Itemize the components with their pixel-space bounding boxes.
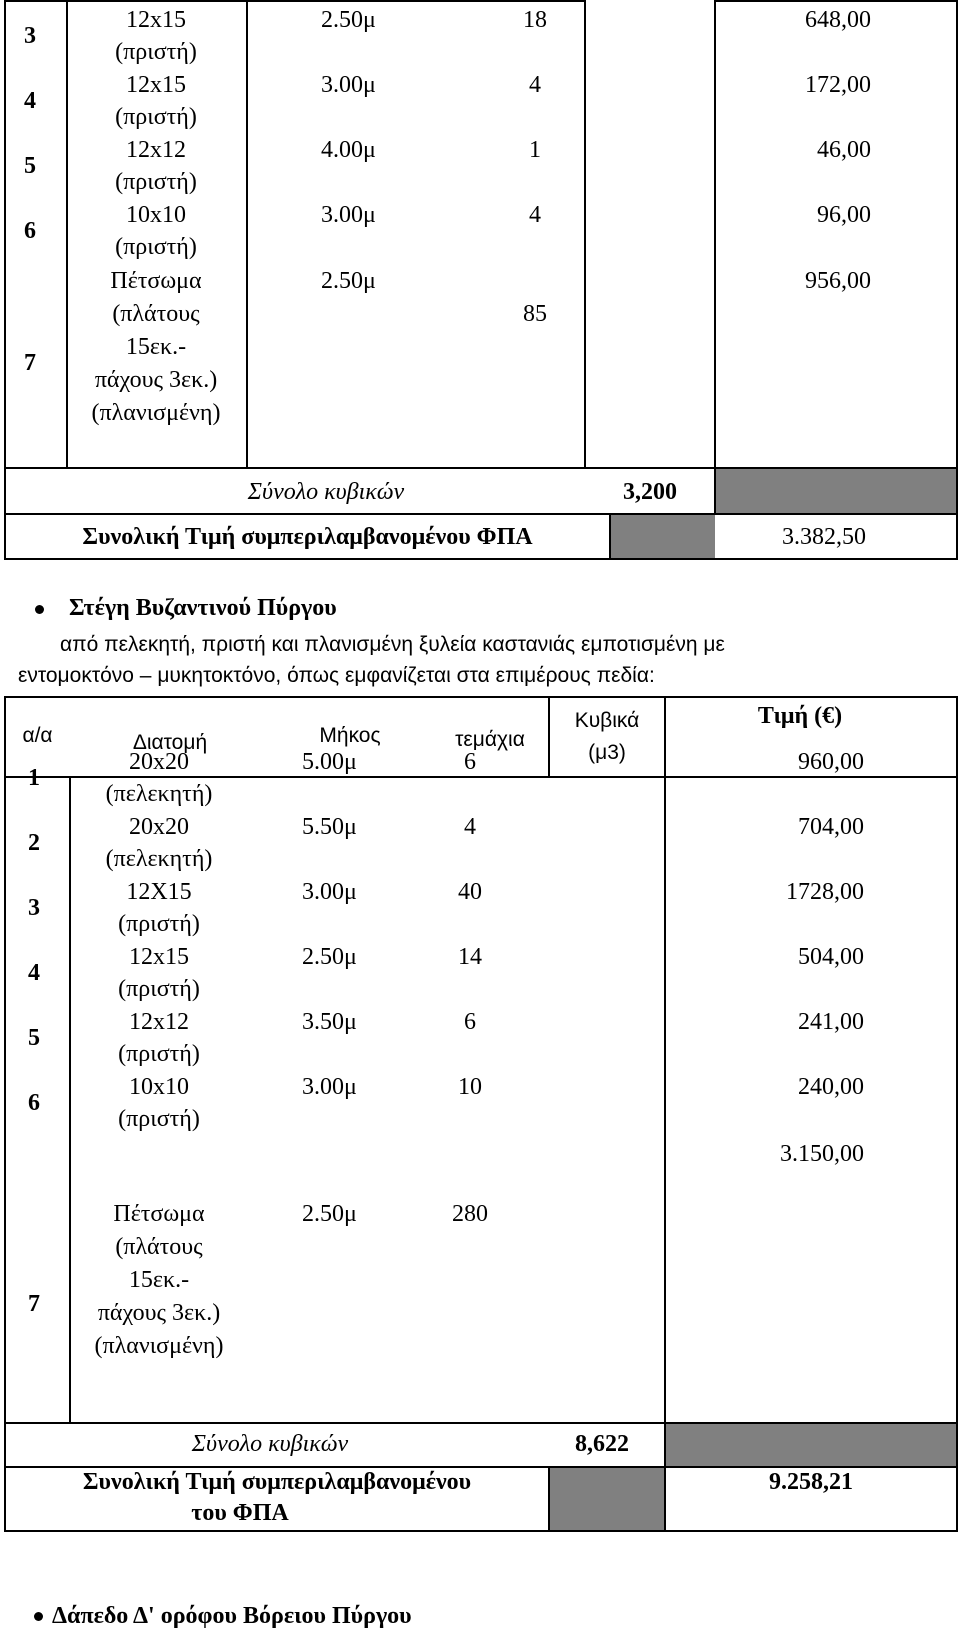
row-length: 3.00μ <box>302 879 357 905</box>
row-section: 12x12 <box>129 1009 189 1035</box>
row-section-line: Πέτσωμα <box>113 1201 205 1227</box>
total-price-value: 3.382,50 <box>782 524 866 550</box>
row-section: 12x15 <box>126 72 186 98</box>
row-section-line: 15εκ.- <box>125 334 187 360</box>
header-cubic-unit: (μ3) <box>588 741 626 764</box>
row-length: 3.00μ <box>321 72 376 98</box>
row-number: 7 <box>24 350 36 376</box>
header-cubic: Κυβικά <box>574 709 640 732</box>
row-section-type: (πριστή) <box>118 1041 200 1067</box>
row-price: 3.150,00 <box>780 1141 864 1167</box>
row-section-line: (πλανισμένη) <box>94 1333 224 1359</box>
row-pieces: 4 <box>529 202 541 228</box>
row-price: 240,00 <box>798 1074 864 1100</box>
row-section-line: 15εκ.- <box>128 1267 190 1293</box>
row-pieces: 10 <box>458 1074 482 1100</box>
row-section-type: (πριστή) <box>118 911 200 937</box>
row-section: 12x12 <box>126 137 186 163</box>
row-section-type: (πριστή) <box>118 1106 200 1132</box>
row-pieces: 4 <box>529 72 541 98</box>
row-price: 648,00 <box>805 7 871 33</box>
row-section-line: Πέτσωμα <box>110 268 202 294</box>
row-length: 2.50μ <box>302 1201 357 1227</box>
header-length: Μήκος <box>319 724 381 747</box>
total-price-label: Συνολική Τιμή συμπεριλαμβανομένου ΦΠΑ <box>82 524 533 550</box>
section-heading-2: Δάπεδο Δ' ορόφου Βόρειου Πύργου <box>52 1603 412 1629</box>
total-cubic-label: Σύνολο κυβικών <box>247 479 405 505</box>
total-price-label-2: του ΦΠΑ <box>191 1500 289 1526</box>
row-section: 10x10 <box>126 202 186 228</box>
row-section: 12Χ15 <box>126 879 192 905</box>
row-length: 5.00μ <box>302 749 357 775</box>
row-pieces: 280 <box>452 1201 488 1227</box>
row-length: 4.00μ <box>321 137 376 163</box>
row-price: 46,00 <box>817 137 871 163</box>
row-pieces: 6 <box>464 749 476 775</box>
row-section-type: (πριστή) <box>115 104 197 130</box>
row-length: 3.00μ <box>321 202 376 228</box>
row-section: 12x15 <box>126 7 186 33</box>
row-section-type: (πριστή) <box>115 39 197 65</box>
row-price: 956,00 <box>805 268 871 294</box>
row-pieces: 18 <box>523 7 547 33</box>
row-length: 2.50μ <box>321 268 376 294</box>
row-number: 2 <box>28 830 40 856</box>
row-pieces: 6 <box>464 1009 476 1035</box>
row-section-line: (πλάτους <box>112 301 200 327</box>
shaded-cell <box>550 1468 664 1530</box>
row-number: 6 <box>28 1090 40 1116</box>
row-section-type: (πελεκητή) <box>105 846 213 872</box>
row-number: 7 <box>28 1291 40 1317</box>
row-section-type: (πελεκητή) <box>105 781 213 807</box>
row-section-type: (πριστή) <box>115 234 197 260</box>
row-number: 5 <box>28 1025 40 1051</box>
bullet-icon <box>35 605 44 614</box>
row-pieces: 1 <box>529 137 541 163</box>
row-length: 5.50μ <box>302 814 357 840</box>
total-cubic-value: 8,622 <box>575 1431 629 1457</box>
header-section: Διατομή <box>132 731 208 754</box>
total-price-value: 9.258,21 <box>769 1469 853 1495</box>
row-price: 1728,00 <box>786 879 864 905</box>
row-price: 504,00 <box>798 944 864 970</box>
row-number: 1 <box>28 765 40 791</box>
row-price: 241,00 <box>798 1009 864 1035</box>
shaded-cell <box>666 1424 956 1466</box>
row-number: 3 <box>24 23 36 49</box>
shaded-cell <box>716 469 956 513</box>
row-number: 4 <box>24 88 36 114</box>
row-section: 20x20 <box>129 814 189 840</box>
row-section: 20x20 <box>129 749 189 775</box>
row-length: 2.50μ <box>321 7 376 33</box>
row-number: 3 <box>28 895 40 921</box>
row-length: 2.50μ <box>302 944 357 970</box>
total-cubic-label: Σύνολο κυβικών <box>191 1431 349 1457</box>
row-section-line: (πλανισμένη) <box>91 400 221 426</box>
row-pieces: 85 <box>523 301 547 327</box>
row-number: 5 <box>24 153 36 179</box>
row-price: 172,00 <box>805 72 871 98</box>
row-pieces: 4 <box>464 814 476 840</box>
row-pieces: 14 <box>458 944 482 970</box>
row-section: 12x15 <box>129 944 189 970</box>
row-section-type: (πριστή) <box>115 169 197 195</box>
row-number: 4 <box>28 960 40 986</box>
section-heading: Στέγη Βυζαντινού Πύργου <box>69 595 337 621</box>
bullet-icon <box>34 1612 43 1621</box>
total-cubic-value: 3,200 <box>623 479 677 505</box>
row-length: 3.00μ <box>302 1074 357 1100</box>
section-description-line2: εντομοκτόνο – μυκητοκτόνο, όπως εμφανίζεται στα επιμέρους πεδία: <box>18 664 655 687</box>
row-section-type: (πριστή) <box>118 976 200 1002</box>
row-price: 704,00 <box>798 814 864 840</box>
row-price: 96,00 <box>817 202 871 228</box>
shaded-cell <box>611 515 715 558</box>
row-pieces: 40 <box>458 879 482 905</box>
row-price: 960,00 <box>798 749 864 775</box>
row-section-line: πάχους 3εκ.) <box>97 1300 221 1326</box>
header-aa: α/α <box>22 724 53 747</box>
row-number: 6 <box>24 218 36 244</box>
section-description-line1: από πελεκητή, πριστή και πλανισμένη ξυλεία καστανιάς εμποτισμένη με <box>60 633 725 656</box>
row-section-line: πάχους 3εκ.) <box>94 367 218 393</box>
total-price-label: Συνολική Τιμή συμπεριλαμβανομένου <box>82 1469 472 1495</box>
row-section-line: (πλάτους <box>115 1234 203 1260</box>
row-length: 3.50μ <box>302 1009 357 1035</box>
row-section: 10x10 <box>129 1074 189 1100</box>
header-pieces: τεμάχια <box>455 728 525 751</box>
header-price: Τιμή (€) <box>757 703 843 729</box>
